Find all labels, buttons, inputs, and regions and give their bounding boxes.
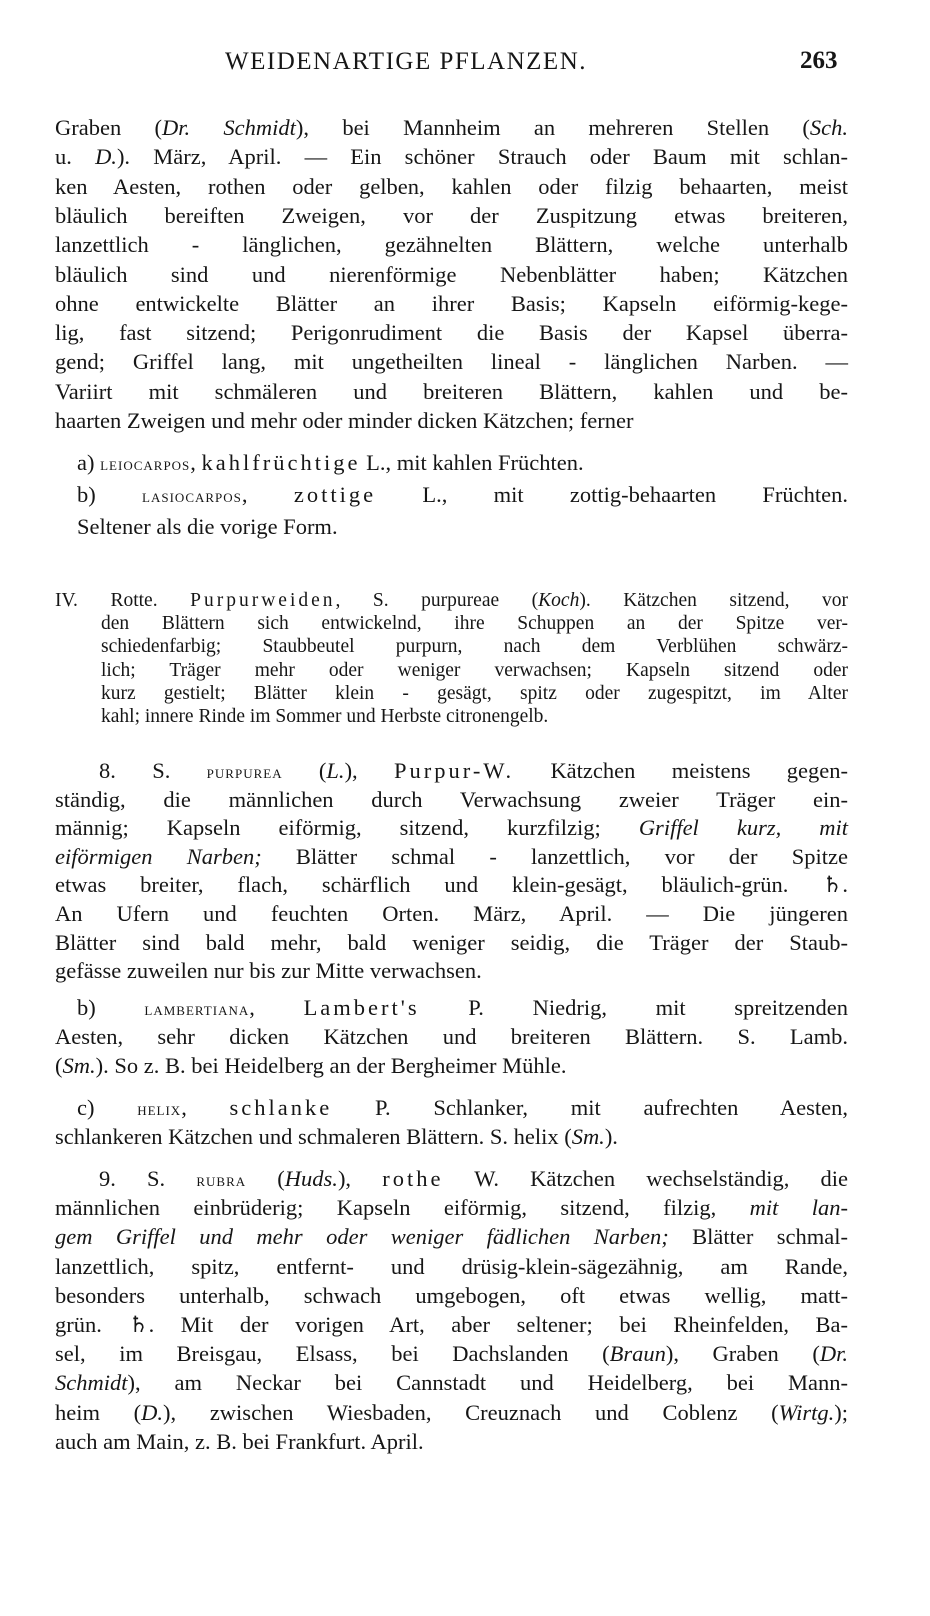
text-line (55, 1282, 848, 1310)
text-segment: helix (137, 1099, 182, 1119)
text-segment: schlankeren Kätzchen und schmaleren Blättern. S. helix ( (55, 1124, 572, 1149)
text-line (55, 348, 848, 376)
text-segment: L., mit zottig-behaarten Früchten. (376, 482, 849, 507)
text-line (101, 682, 848, 706)
text-segment: IV. Rotte. (55, 590, 191, 611)
text-line (55, 202, 848, 230)
text-segment: gefässe zuweilen nur bis zur Mitte verwachsen. (55, 958, 482, 984)
text-line (55, 900, 848, 928)
text-line (55, 319, 848, 347)
text-line (55, 173, 848, 201)
text-segment: ken Aesten, rothen oder gelben, kahlen oder filzig behaarten, meist (55, 173, 848, 199)
text-segment: lanzettlich, spitz, entfernt- und drüsig-klein-sägezähnig, am Rande, (55, 1253, 848, 1279)
text-line (55, 1194, 848, 1222)
text-segment: Schmidt (55, 1370, 128, 1396)
text-segment: Griffel kurz, mit (638, 815, 849, 841)
text-line (55, 407, 848, 435)
text-segment: Wirtg. (778, 1399, 835, 1425)
text-segment: Dr. Schmidt (162, 115, 296, 140)
text-line (55, 261, 848, 289)
text-segment: ). So z. B. bei Heidelberg an der Bergheimer Mühle. (95, 1053, 567, 1078)
text-line (99, 757, 848, 786)
text-line (55, 786, 848, 814)
text-segment: W. Kätzchen wechselständig, die (443, 1166, 848, 1191)
text-line (77, 994, 848, 1023)
text-segment: Sch. (809, 115, 848, 140)
text-line (101, 659, 848, 683)
text-segment: ohne entwickelte Blätter an ihrer Basis; Kapseln eiförmig-kege- (55, 290, 848, 316)
text-line (77, 449, 848, 478)
text-segment: Seltener als die vorige Form. (77, 514, 338, 539)
text-segment: bläulich bereiften Zweigen, vor der Zuspitzung etwas breiteren, (55, 202, 848, 228)
text-line (55, 290, 848, 318)
text-segment: ), (337, 1166, 383, 1191)
text-line (55, 1369, 848, 1397)
text-segment: ( (55, 1053, 63, 1078)
text-segment: Blätter schmal - lanzettlich, vor der Spitze (261, 843, 848, 869)
text-line (55, 957, 848, 985)
text-segment: lich; Träger mehr oder weniger verwachsen; Kapseln sitzend oder (101, 659, 848, 681)
text-segment: leiocarpos (100, 454, 191, 474)
text-segment: ); (834, 1399, 848, 1425)
text-line (55, 1253, 848, 1281)
text-line (77, 1094, 848, 1123)
text-segment: , (181, 1095, 230, 1120)
text-segment: ). (604, 1124, 618, 1149)
text-segment: b) (77, 995, 145, 1020)
text-segment: Variirt mit schmäleren und breiteren Blättern, kahlen und be- (55, 378, 848, 404)
text-segment: rothe (382, 1166, 444, 1191)
text-line (55, 114, 848, 142)
text-segment: u. (55, 144, 96, 170)
text-segment: Purpurweiden (190, 590, 336, 611)
text-line (55, 1223, 848, 1251)
text-segment: Purpur-W. (394, 758, 515, 783)
text-segment: Graben ( (55, 115, 162, 140)
text-segment: ), bei Mannheim an mehreren Stellen ( (295, 115, 810, 140)
text-line (55, 1428, 848, 1456)
text-segment: , (241, 482, 294, 507)
text-segment: ), (344, 758, 395, 783)
text-segment: P. Schlanker, mit aufrechten Aesten, (332, 1095, 848, 1120)
text-segment: , S. purpureae ( (335, 590, 539, 611)
text-segment: gem Griffel und mehr oder weniger fädlichen Narben; (55, 1224, 669, 1250)
text-segment: Sm. (62, 1053, 96, 1078)
text-segment: den Blättern sich entwickelnd, ihre Schuppen an der Spitze ver- (101, 613, 848, 635)
text-segment: c) (77, 1095, 138, 1120)
text-segment: 9. S. (99, 1166, 197, 1191)
text-segment: Blätter schmal- (668, 1224, 848, 1250)
text-segment: lanzettlich - länglichen, gezähnelten Blättern, welche unterhalb (55, 232, 848, 258)
text-segment: Huds. (284, 1166, 338, 1191)
text-segment: männlichen einbrüderig; Kapseln eiförmig, sitzend, filzig, (55, 1195, 750, 1221)
text-line (77, 481, 848, 510)
text-line (55, 1311, 848, 1339)
text-segment: haarten Zweigen und mehr oder minder dicken Kätzchen; ferner (55, 408, 634, 433)
text-segment: Aesten, sehr dicken Kätzchen und breiteren Blättern. S. Lamb. (55, 1024, 848, 1049)
text-line (55, 1052, 848, 1080)
text-segment: heim ( (55, 1399, 142, 1425)
text-segment: besonders unterhalb, schwach umgebogen, oft etwas wellig, matt- (55, 1282, 848, 1308)
text-segment: D. (141, 1399, 164, 1425)
text-segment: Sm. (571, 1124, 605, 1149)
text-segment: ständig, die männlichen durch Verwachsung zweier Träger ein- (55, 786, 848, 812)
text-segment: mit lan- (749, 1195, 848, 1221)
text-segment: ), zwischen Wiesbaden, Creuznach und Coblenz ( (163, 1399, 779, 1425)
text-segment: a) (77, 450, 101, 475)
text-segment: Lambert's (303, 995, 420, 1020)
text-segment: L., mit kahlen Früchten. (360, 450, 584, 475)
text-segment: rubra (196, 1170, 247, 1190)
text-segment: ), Graben ( (665, 1341, 820, 1367)
text-segment: eiförmigen Narben; (55, 843, 262, 869)
text-segment: schiedenfarbig; Staubbeutel purpurn, nach dem Verblühen schwärz- (101, 636, 848, 658)
text-segment: 8. S. (99, 758, 207, 783)
text-line (99, 1165, 848, 1194)
text-segment: auch am Main, z. B. bei Frankfurt. April. (55, 1428, 424, 1454)
text-segment: etwas breiter, flach, schärflich und klein-gesägt, bläulich-grün. ♄. (55, 872, 848, 898)
text-segment: schlanke (229, 1095, 333, 1120)
text-segment: Blätter sind bald mehr, bald weniger seidig, die Träger der Staub- (55, 929, 848, 955)
text-segment: ( (246, 1166, 285, 1191)
text-line (55, 1399, 848, 1427)
text-segment: P. Niedrig, mit spreitzenden (419, 995, 849, 1020)
text-segment: männig; Kapseln eiförmig, sitzend, kurzfilzig; (55, 815, 639, 841)
text-segment: sel, im Breisgau, Elsass, bei Dachslanden ( (55, 1341, 610, 1367)
text-line (55, 929, 848, 957)
text-line (55, 589, 848, 613)
text-segment: ), am Neckar bei Cannstadt und Heidelberg, bei Mann- (127, 1370, 848, 1396)
text-segment: Koch (538, 590, 580, 611)
text-segment: Dr. (819, 1341, 848, 1367)
text-segment: lambertiana (144, 999, 250, 1019)
text-line (77, 513, 848, 541)
text-line (101, 612, 848, 636)
text-line (55, 814, 848, 842)
text-line (55, 1023, 848, 1051)
text-segment: An Ufern und feuchten Orten. März, April. — Die jüngeren (55, 901, 848, 926)
text-segment: ). März, April. — Ein schöner Strauch oder Baum mit schlan- (116, 144, 848, 170)
text-line (55, 231, 848, 259)
text-segment: bläulich sind und nierenförmige Nebenblätter haben; Kätzchen (55, 261, 848, 287)
text-segment: ). Kätzchen sitzend, vor (579, 590, 849, 611)
text-segment: Kätzchen meistens gegen- (514, 758, 848, 783)
text-segment: D. (95, 144, 117, 170)
text-segment: L. (326, 758, 345, 783)
text-segment: lasiocarpos (142, 486, 242, 506)
text-line (101, 635, 848, 659)
text-segment: kahlfrüchtige (201, 450, 361, 475)
text-segment: purpurea (206, 762, 283, 782)
text-segment: lig, fast sitzend; Perigonrudiment die Basis der Kapsel überra- (55, 320, 848, 346)
text-line (55, 378, 848, 406)
page-number: 263 (800, 47, 838, 74)
text-segment: gend; Griffel lang, mit ungetheilten lineal - länglichen Narben. — (55, 349, 848, 375)
text-line (101, 705, 848, 729)
text-segment: grün. ♄. Mit der vorigen Art, aber seltener; bei Rheinfelden, Ba- (55, 1312, 848, 1337)
text-segment: kurz gestielt; Blätter klein - gesägt, spitz oder zugespitzt, im Alter (101, 682, 848, 704)
text-line (55, 871, 848, 899)
text-segment: kahl; innere Rinde im Sommer und Herbste citronengelb. (101, 706, 549, 727)
text-line (55, 143, 848, 171)
text-segment: , (190, 450, 202, 475)
text-line (55, 1340, 848, 1368)
text-line (55, 843, 848, 871)
text-segment: ( (282, 758, 327, 783)
text-segment: b) (77, 482, 143, 507)
running-header-title: WEIDENARTIGE PFLANZEN. (225, 48, 588, 75)
text-segment: , (249, 995, 304, 1020)
text-segment: zottige (293, 482, 377, 507)
text-segment: Braun (609, 1341, 666, 1367)
text-line (55, 1123, 848, 1151)
